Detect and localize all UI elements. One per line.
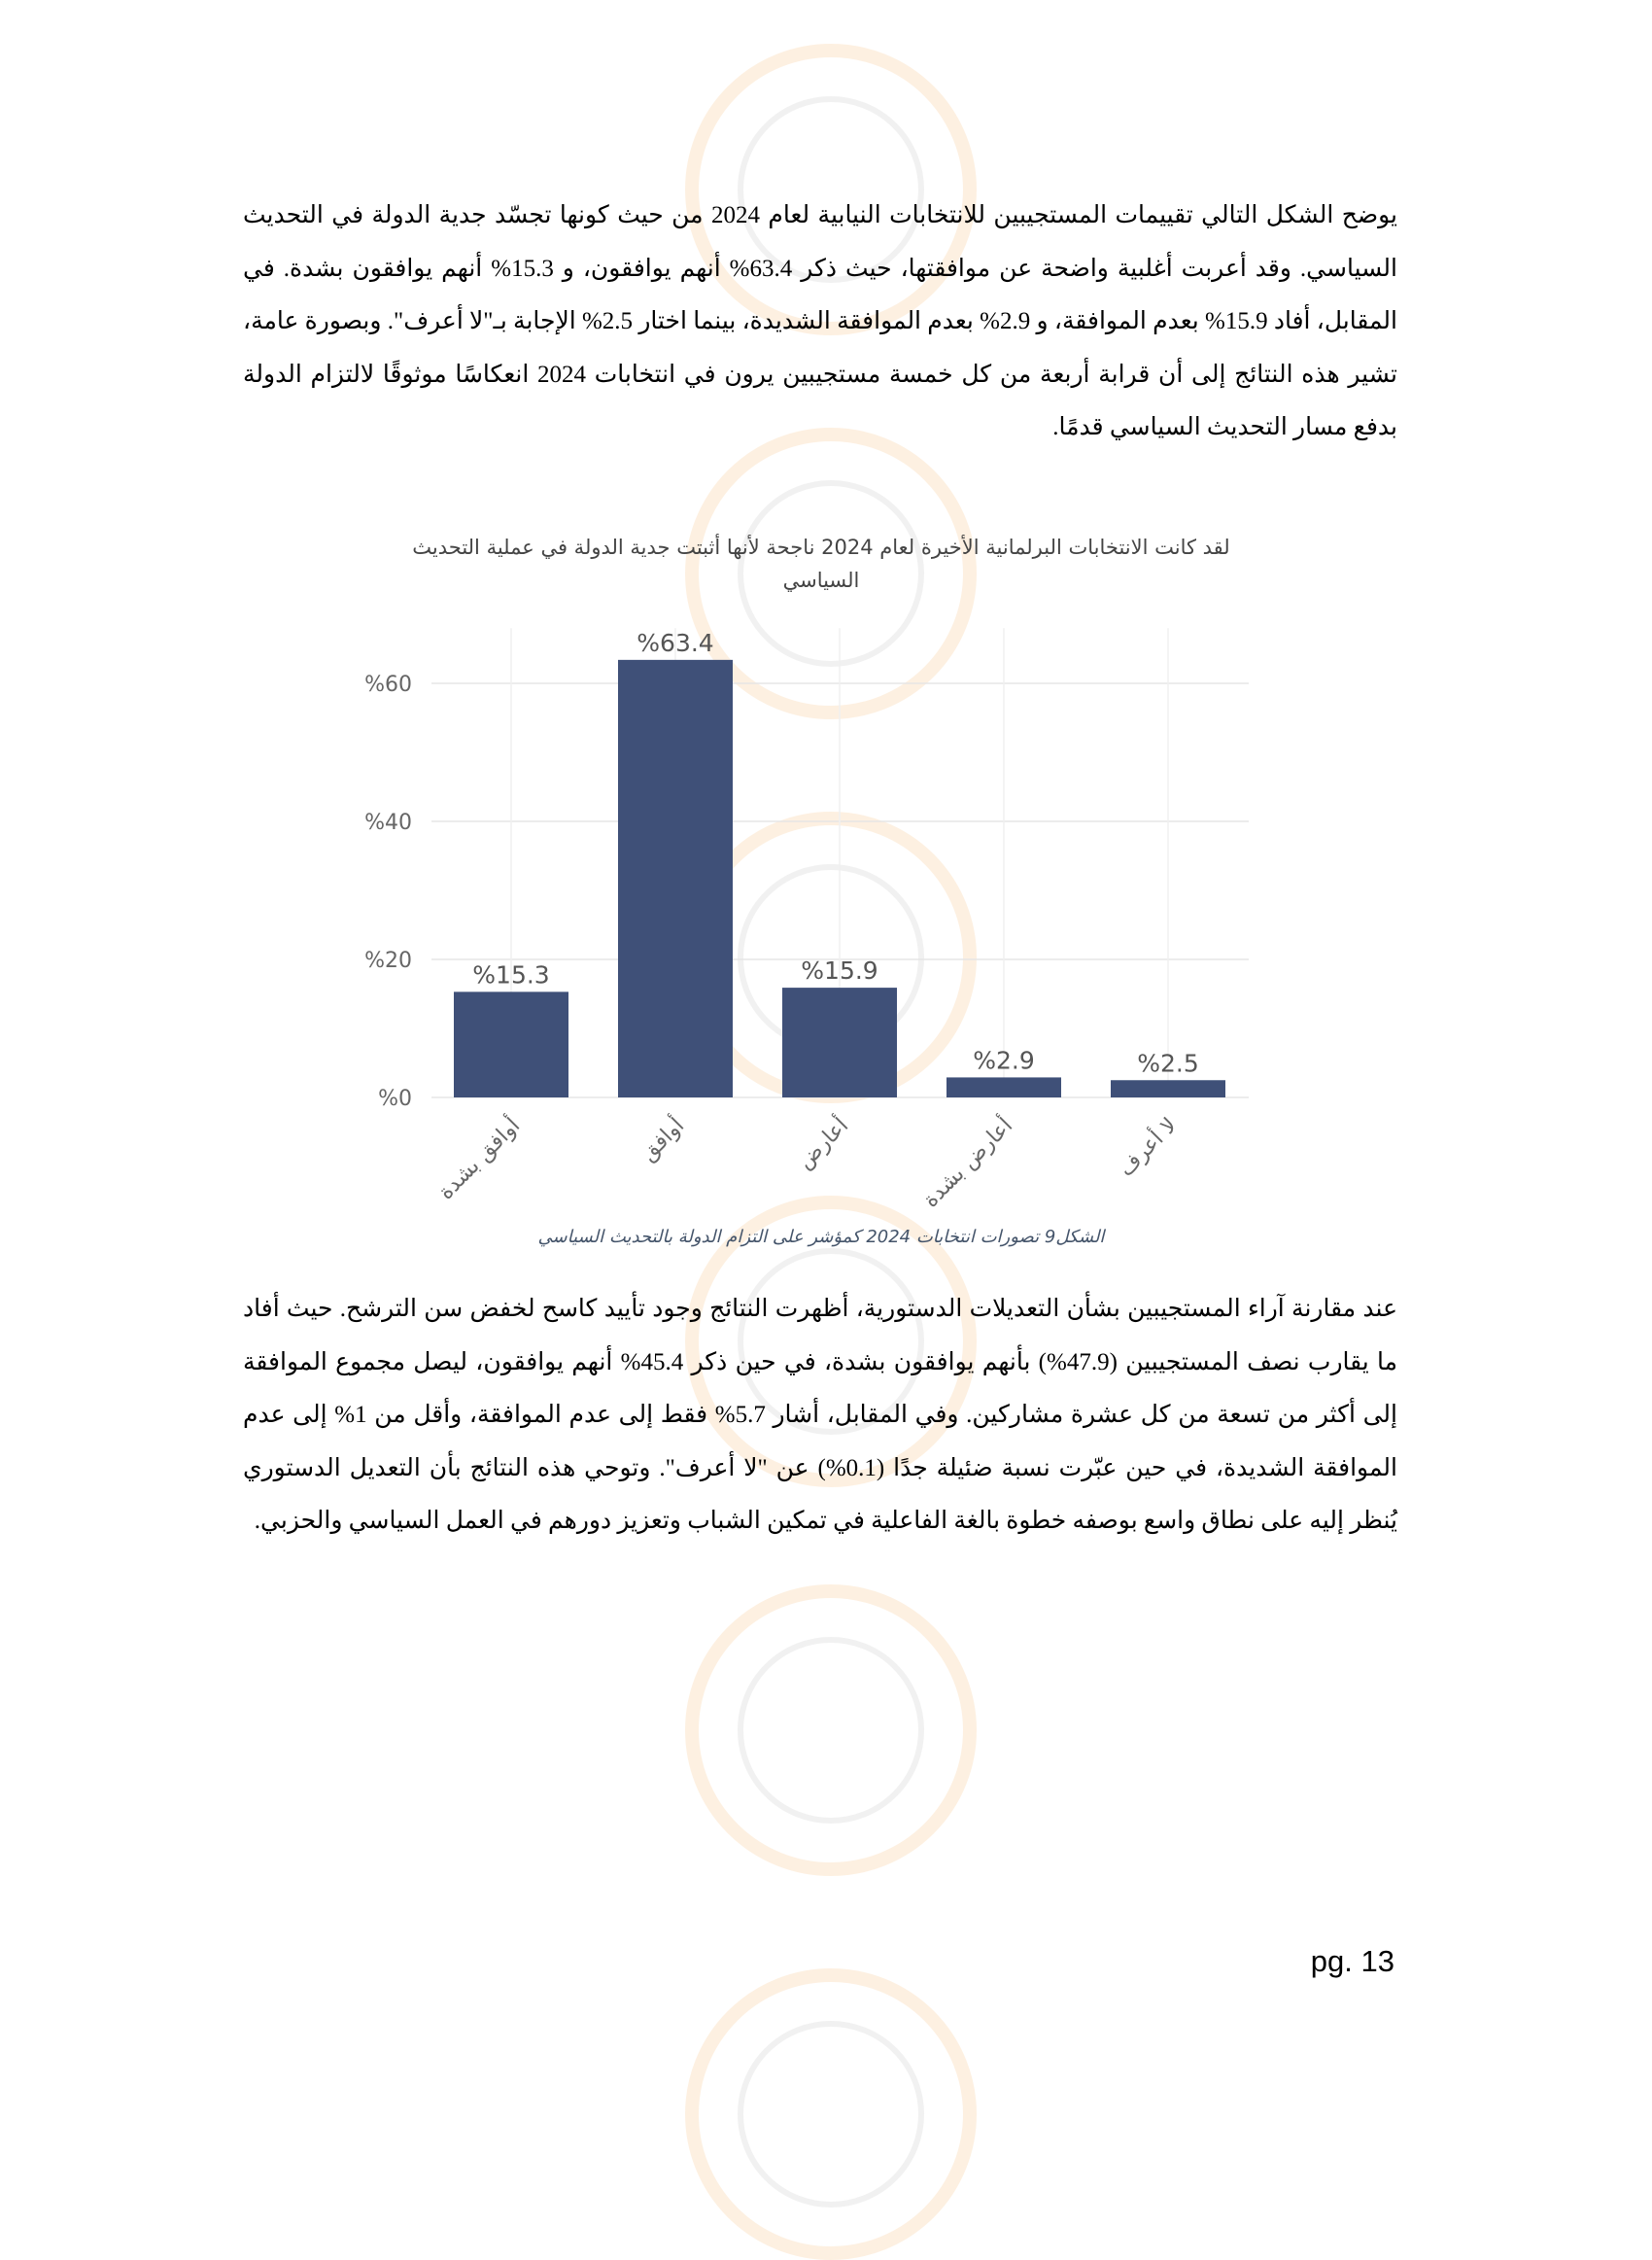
x-tick-label: أعارض xyxy=(792,1113,854,1174)
x-tick-label: أعارض بشدة xyxy=(918,1113,1018,1213)
page-number: pg. 13 xyxy=(1310,1944,1394,1978)
body-paragraph-1: يوضح الشكل التالي تقييمات المستجيبين للانتخابات النيابية لعام 2024 من حيث كونها تجسّد جدية الدولة في التحديث السياسي. وقد أعربت أغلبية واضحة عن موافقتها، حيث ذكر 63.4% أنهم يوافقون، و 15.3% أنهم يوافقون بشدة. في المقابل، أفاد 15.9% بعدم الموافقة، و 2.9% بعدم الموافقة الشديدة، بينما اختار 2.5% الإجابة بـ"لا أعرف". وبصورة عامة، تشير هذه النتائج إلى أن قرابة أربعة من كل خمسة مستجيبين يرون في انتخابات 2024 انعكاسًا موثوقًا لالتزام الدولة بدفع مسار التحديث السياسي قدمًا. xyxy=(243,202,1397,440)
figure-caption: الشكل9 تصورات انتخابات 2024 كمؤشر على التزام الدولة بالتحديث السياسي xyxy=(537,1227,1105,1247)
data-label: %15.9 xyxy=(801,956,878,986)
x-tick-label: لا أعرف xyxy=(1114,1113,1183,1182)
bar xyxy=(454,991,568,1097)
x-tick-label: أوافق xyxy=(636,1113,690,1166)
chart-title: لقد كانت الانتخابات البرلمانية الأخيرة لعام 2024 ناجحة لأنها أثبتت جدية الدولة في عملية التحديث السياسي xyxy=(412,536,1230,592)
data-label: %63.4 xyxy=(637,628,714,657)
bar xyxy=(1111,1080,1225,1097)
body-paragraph-2: عند مقارنة آراء المستجيبين بشأن التعديلات الدستورية، أظهرت النتائج وجود تأييد كاسح لخفض سن الترشح. حيث أفاد ما يقارب نصف المستجيبين (47.9%) بأنهم يوافقون بشدة، في حين ذكر 45.4% أنهم يوافقون، ليصل مجموع الموافقة إلى أكثر من تسعة من كل عشرة مشاركين. وفي المقابل، أشار 5.7% فقط إلى عدم الموافقة، وأقل من 1% إلى عدم الموافقة الشديدة، في حين عبّرت نسبة ضئيلة جدًا (0.1%) عن "لا أعرف". وتوحي هذه النتائج بأن التعديل الدستوري يُنظر إليه على نطاق واسع بوصفه خطوة بالغة الفاعلية في تمكين الشباب وتعزيز دورهم في العمل السياسي والحزبي. xyxy=(243,1296,1398,1534)
y-tick-label: %40 xyxy=(364,811,412,835)
data-label: %2.9 xyxy=(973,1046,1035,1075)
y-tick-label: %0 xyxy=(378,1087,412,1111)
y-tick-label: %60 xyxy=(364,673,412,697)
bar xyxy=(782,988,897,1097)
x-tick-label: أوافق بشدة xyxy=(433,1113,526,1205)
data-label: %15.3 xyxy=(472,960,550,990)
bar xyxy=(618,660,733,1097)
bar xyxy=(946,1077,1061,1097)
data-label: %2.5 xyxy=(1137,1049,1199,1078)
y-tick-label: %20 xyxy=(364,949,412,973)
